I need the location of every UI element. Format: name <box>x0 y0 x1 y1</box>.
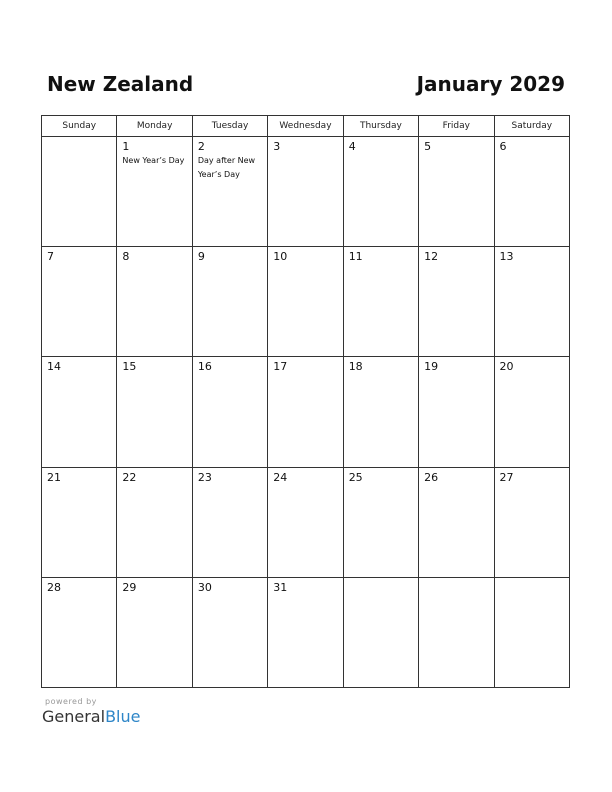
day-cell <box>192 357 267 467</box>
day-cell <box>419 577 494 687</box>
day-number <box>495 578 569 581</box>
day-cell <box>42 467 117 577</box>
day-number: 22 <box>122 470 137 484</box>
week-row <box>42 577 570 687</box>
day-number: 26 <box>424 470 439 484</box>
day-cell <box>117 577 192 687</box>
weekday-header-monday: Monday <box>117 116 192 137</box>
day-cell <box>343 137 418 247</box>
day-cell <box>494 137 569 247</box>
day-number: 23 <box>197 470 212 484</box>
day-cell <box>42 137 117 247</box>
day-number: 12 <box>424 250 439 264</box>
day-cell <box>343 247 418 357</box>
powered-by-label: powered by <box>45 697 97 706</box>
day-cell <box>494 467 569 577</box>
day-cell <box>42 577 117 687</box>
day-number: 5 <box>424 140 432 153</box>
day-cell <box>192 577 267 687</box>
day-number: 19 <box>424 360 439 374</box>
day-number: 28 <box>47 580 61 594</box>
day-number: 20 <box>499 360 514 374</box>
weekday-header-wednesday: Wednesday <box>268 116 343 137</box>
day-cell <box>192 137 267 247</box>
day-cell <box>42 247 117 357</box>
day-number <box>344 578 418 581</box>
day-cell <box>268 247 343 357</box>
day-cell <box>343 577 418 687</box>
day-number: 16 <box>197 360 212 374</box>
weekday-header-thursday: Thursday <box>343 116 418 137</box>
day-number: 1 <box>122 140 130 153</box>
day-number: 17 <box>273 360 288 374</box>
day-number: 14 <box>47 360 61 374</box>
day-cell <box>343 467 418 577</box>
weekday-header-sunday: Sunday <box>42 116 117 137</box>
day-number: 30 <box>197 580 212 594</box>
day-number: 11 <box>348 250 363 264</box>
day-cell <box>117 247 192 357</box>
weekday-header-saturday: Saturday <box>494 116 569 137</box>
day-cell <box>117 357 192 467</box>
day-number: 27 <box>499 470 514 484</box>
day-number: 8 <box>122 250 130 264</box>
brand-general-text: General <box>42 707 106 726</box>
day-cell <box>494 357 569 467</box>
day-cell <box>268 467 343 577</box>
day-number: 24 <box>273 470 288 484</box>
generalblue-logo[interactable] <box>42 707 140 727</box>
day-cell <box>419 357 494 467</box>
day-number: 18 <box>348 360 363 374</box>
holiday-label <box>268 153 342 154</box>
day-cell <box>268 137 343 247</box>
week-row <box>42 467 570 577</box>
day-number: 29 <box>122 580 137 594</box>
holiday-label: Day after New Year’s Day <box>197 156 256 179</box>
day-cell <box>419 137 494 247</box>
day-number: 25 <box>348 470 363 484</box>
day-cell <box>419 467 494 577</box>
day-number: 2 <box>197 140 205 153</box>
day-cell <box>343 357 418 467</box>
day-cell <box>494 577 569 687</box>
holiday-label: New Year’s Day <box>122 156 185 165</box>
holiday-label <box>344 153 418 154</box>
day-cell <box>42 357 117 467</box>
day-number: 7 <box>47 250 54 264</box>
day-number: 6 <box>499 140 507 153</box>
country-title: New Zealand <box>47 72 194 96</box>
week-row <box>42 247 570 357</box>
day-number: 3 <box>273 140 281 153</box>
holiday-label <box>42 140 116 141</box>
day-cell <box>192 247 267 357</box>
day-number: 9 <box>197 250 205 264</box>
month-year-title: January 2029 <box>416 72 565 96</box>
day-cell <box>192 467 267 577</box>
week-row <box>42 137 570 247</box>
day-number: 4 <box>348 140 356 153</box>
day-cell <box>117 137 192 247</box>
holiday-label <box>419 153 493 154</box>
day-cell <box>268 577 343 687</box>
day-number: 31 <box>273 580 288 594</box>
day-number: 10 <box>273 250 288 264</box>
day-cell <box>419 247 494 357</box>
weekday-header-friday: Friday <box>419 116 494 137</box>
day-cell <box>117 467 192 577</box>
calendar-grid <box>41 115 570 688</box>
week-row <box>42 357 570 467</box>
day-number <box>419 578 493 581</box>
brand-blue-text: Blue <box>105 707 141 726</box>
day-number: 15 <box>122 360 137 374</box>
day-cell <box>268 357 343 467</box>
day-cell <box>494 247 569 357</box>
day-number: 21 <box>47 470 61 484</box>
holiday-label <box>495 153 569 154</box>
weekday-header-tuesday: Tuesday <box>192 116 267 137</box>
weekday-header-row <box>42 116 570 137</box>
day-number: 13 <box>499 250 514 264</box>
